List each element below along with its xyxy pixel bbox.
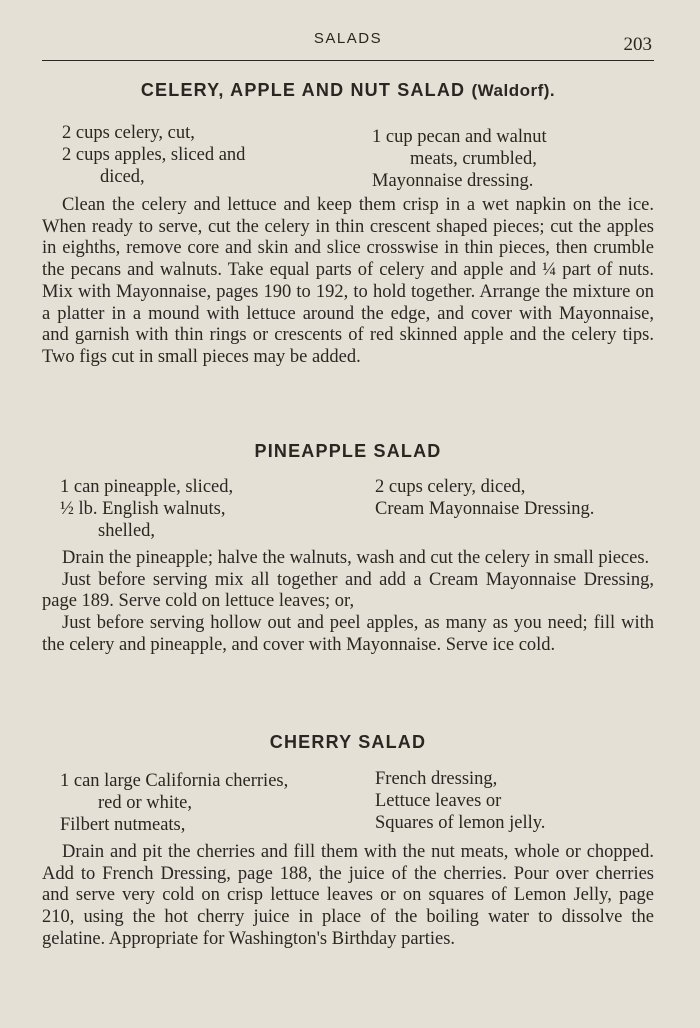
ingredient-item: 1 can pineapple, sliced, xyxy=(60,477,234,497)
page-number: 203 xyxy=(623,34,652,55)
paragraph: Drain and pit the cherries and fill them with the nut meats, whole or chopped. Add to French Dressing, page 188, the juice of the cherries. Pour over cherries and serve very cold on crisp lettuce leaves or on squares of Lemon Jelly, page 210, using the hot cherry juice in place of the boiling water to dissolve the gelatine. Appropriate for Washington's Birthday parties. xyxy=(42,842,654,949)
ingredient-item: 1 can large California cherries, xyxy=(60,771,289,791)
ingredients-right xyxy=(375,476,594,520)
ingredient-item: 1 cup pecan and walnut xyxy=(372,127,547,147)
ingredient-item: diced, xyxy=(100,167,145,187)
recipe-title-text: CELERY, APPLE AND NUT SALAD xyxy=(140,80,466,100)
ingredient-item: red or white, xyxy=(98,793,193,813)
running-head xyxy=(42,28,654,58)
ingredients-right xyxy=(372,126,547,192)
recipe-title-text: PINEAPPLE SALAD xyxy=(254,441,442,461)
paragraph: Just before serving hollow out and peel apples, as many as you need; fill with the celery and pineapple, and cover with Mayonnaise. Serve ice cold. xyxy=(42,613,654,655)
ingredients-left xyxy=(60,770,288,836)
recipe-title-text: CHERRY SALAD xyxy=(269,732,427,752)
ingredient-item: French dressing, xyxy=(375,769,498,789)
ingredient-item: 2 cups celery, cut, xyxy=(62,123,195,143)
recipe-instructions xyxy=(42,842,654,951)
paragraph: Just before serving mix all together and add a Cream Mayonnaise Dressing, page 189. Serve cold on lettuce leaves; or, xyxy=(42,569,654,612)
ingredient-item: ½ lb. English walnuts, xyxy=(60,499,226,519)
ingredient-item: Filbert nutmeats, xyxy=(60,815,186,835)
ingredient-item: Mayonnaise dressing. xyxy=(372,171,534,191)
recipe-instructions xyxy=(42,195,654,369)
recipe-title xyxy=(42,732,654,753)
ingredient-item: Cream Mayonnaise Dressing. xyxy=(375,499,595,519)
ingredient-item: Lettuce leaves or xyxy=(375,791,502,811)
paragraph: Drain the pineapple; halve the walnuts, wash and cut the celery in small pieces. xyxy=(62,548,650,568)
paragraph: Clean the celery and lettuce and keep them crisp in a wet napkin on the ice. When ready to serve, cut the celery in thin crescent shaped pieces; cut the apples in eighths, remove core and skin and slice crosswise in thin pieces, then crumble the pecans and walnuts. Take equal parts of celery and apple and ¼ part of nuts. Mix with Mayonnaise, pages 190 to 192, to hold together. Arrange the mixture on a platter in a mound with lettuce around the edge, and cover with Mayonnaise, and garnish with thin rings or crescents of red skinned apple and the celery tips. Two figs cut in small pieces may be added. xyxy=(42,195,654,367)
ingredient-item: shelled, xyxy=(98,521,156,541)
recipe-title xyxy=(42,441,654,462)
ingredient-item: Squares of lemon jelly. xyxy=(375,813,546,833)
recipe-instructions xyxy=(42,548,654,657)
ingredient-item: 2 cups celery, diced, xyxy=(375,477,526,497)
ingredients-left xyxy=(60,476,233,542)
ingredients-right xyxy=(375,768,545,834)
recipe-title xyxy=(42,80,654,101)
running-title: SALADS xyxy=(313,30,383,47)
header-rule xyxy=(42,60,654,61)
ingredient-item: 2 cups apples, sliced and xyxy=(62,145,246,165)
ingredients-left xyxy=(62,122,245,188)
ingredient-item: meats, crumbled, xyxy=(410,149,537,169)
recipe-subtitle: (Waldorf). xyxy=(471,81,556,100)
